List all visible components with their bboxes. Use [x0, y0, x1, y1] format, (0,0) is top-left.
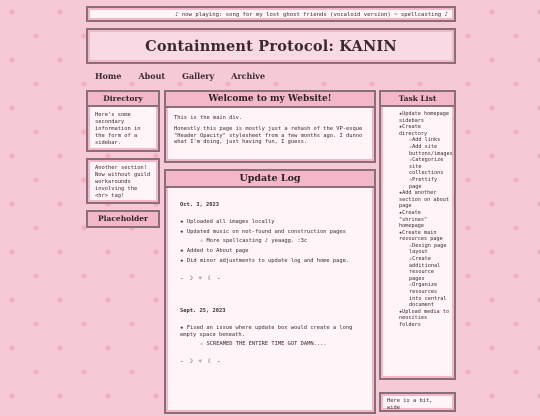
task-list-title: Task List: [381, 92, 454, 107]
welcome-title: Welcome to my Website!: [166, 92, 374, 108]
nav-home-link[interactable]: Home: [95, 71, 122, 81]
nav-about-link[interactable]: About: [138, 71, 166, 81]
secondary-sidebar: [86, 158, 160, 204]
nav-archive-link[interactable]: Archive: [231, 71, 266, 81]
site-title: Containment Protocol: KANIN: [145, 37, 397, 55]
task-item: ★Upload media to neocities folders: [399, 308, 449, 328]
welcome-paragraph-2: Honestly this page is mostly just a rehash of the VP-esque "Header Opacity" stylesheet from a few months ago. I dunno what I'm doing, just having fun, I guess.: [174, 125, 363, 146]
directory-sidebar: [86, 90, 160, 152]
site-header: [86, 28, 456, 64]
log-item: ★ Uploaded all images locally: [180, 218, 275, 225]
star-bullet-icon: ★: [180, 228, 184, 235]
welcome-body: [166, 108, 374, 157]
log-date: Sept. 25, 2023: [180, 308, 226, 314]
update-log-title: Update Log: [166, 171, 374, 188]
task-subitem: ☆Add site buttons/images: [409, 143, 453, 157]
secondary-sidebar-text: Another section! Now without guild workarounds involving the <hr> tag!: [95, 165, 151, 199]
welcome-box: [164, 90, 376, 163]
task-item: ★Add another section on about page: [399, 190, 449, 210]
update-log-box: [164, 169, 376, 414]
task-item: ★Update homepage sidebars: [399, 111, 449, 124]
star-bullet-icon: ★: [180, 257, 184, 264]
star-bullet-icon: ★: [180, 218, 184, 225]
star-bullet-icon: ★: [180, 324, 184, 331]
moon-divider: - ☽ ☼ ☾ -: [180, 275, 222, 282]
star-bullet-icon: ★: [180, 247, 184, 254]
moon-divider: - ☽ ☼ ☾ -: [180, 358, 222, 365]
log-item: ★ Did minor adjustments to update log and home page.: [180, 257, 350, 264]
placeholder-title: Placeholder: [88, 212, 158, 225]
task-list-sidebar: [379, 90, 456, 380]
task-subitem: ☆Design page layout: [409, 242, 447, 256]
directory-title: Directory: [88, 92, 158, 107]
bottom-sidebar-text: Here is a bit, wide: [387, 398, 433, 411]
now-playing-marquee: [86, 6, 456, 22]
task-item: ★Create main resources page: [399, 229, 443, 243]
welcome-paragraph-1: This is the main div.: [174, 115, 243, 121]
bottom-sidebar: [379, 392, 456, 412]
task-subitem: ☆Organize resources into central document: [409, 282, 447, 309]
log-item: ★ Fixed an issue where update box would create a long empty space beneath.: [180, 324, 353, 338]
task-item: ★Create directory: [399, 124, 428, 137]
task-subitem: ☆Prettify page: [409, 176, 438, 190]
log-date: Oct. 3, 2023: [180, 202, 219, 208]
log-item: ★ Updated music on not-found and construction pages: [180, 228, 346, 235]
update-log-body: [166, 188, 374, 401]
directory-text: Here's some secondary information in the form of a sidebar.: [95, 112, 141, 146]
placeholder-sidebar: [86, 210, 160, 228]
task-subitem: ☆Add links: [409, 137, 441, 144]
now-playing-text: ♪ now playing: song for my lost ghost friends (vocaloid version) ~ spellcasting ♪: [175, 12, 448, 18]
main-nav: [95, 71, 265, 81]
task-subitem: ☆Create additional resource pages: [409, 256, 441, 282]
task-list: [381, 107, 454, 329]
nav-gallery-link[interactable]: Gallery: [182, 71, 215, 81]
task-item: ★Create "shrines" homepage: [399, 209, 428, 230]
log-subitem: ☆ SCREAMED THE ENTIRE TIME GOT DAMN....: [200, 341, 327, 347]
log-subitem: ☆ More spellcasting ♪ yeaagg. :3c: [200, 238, 308, 244]
task-subitem: ☆Categorize site collections: [409, 157, 444, 177]
log-item: ★ Added to About page: [180, 247, 249, 254]
